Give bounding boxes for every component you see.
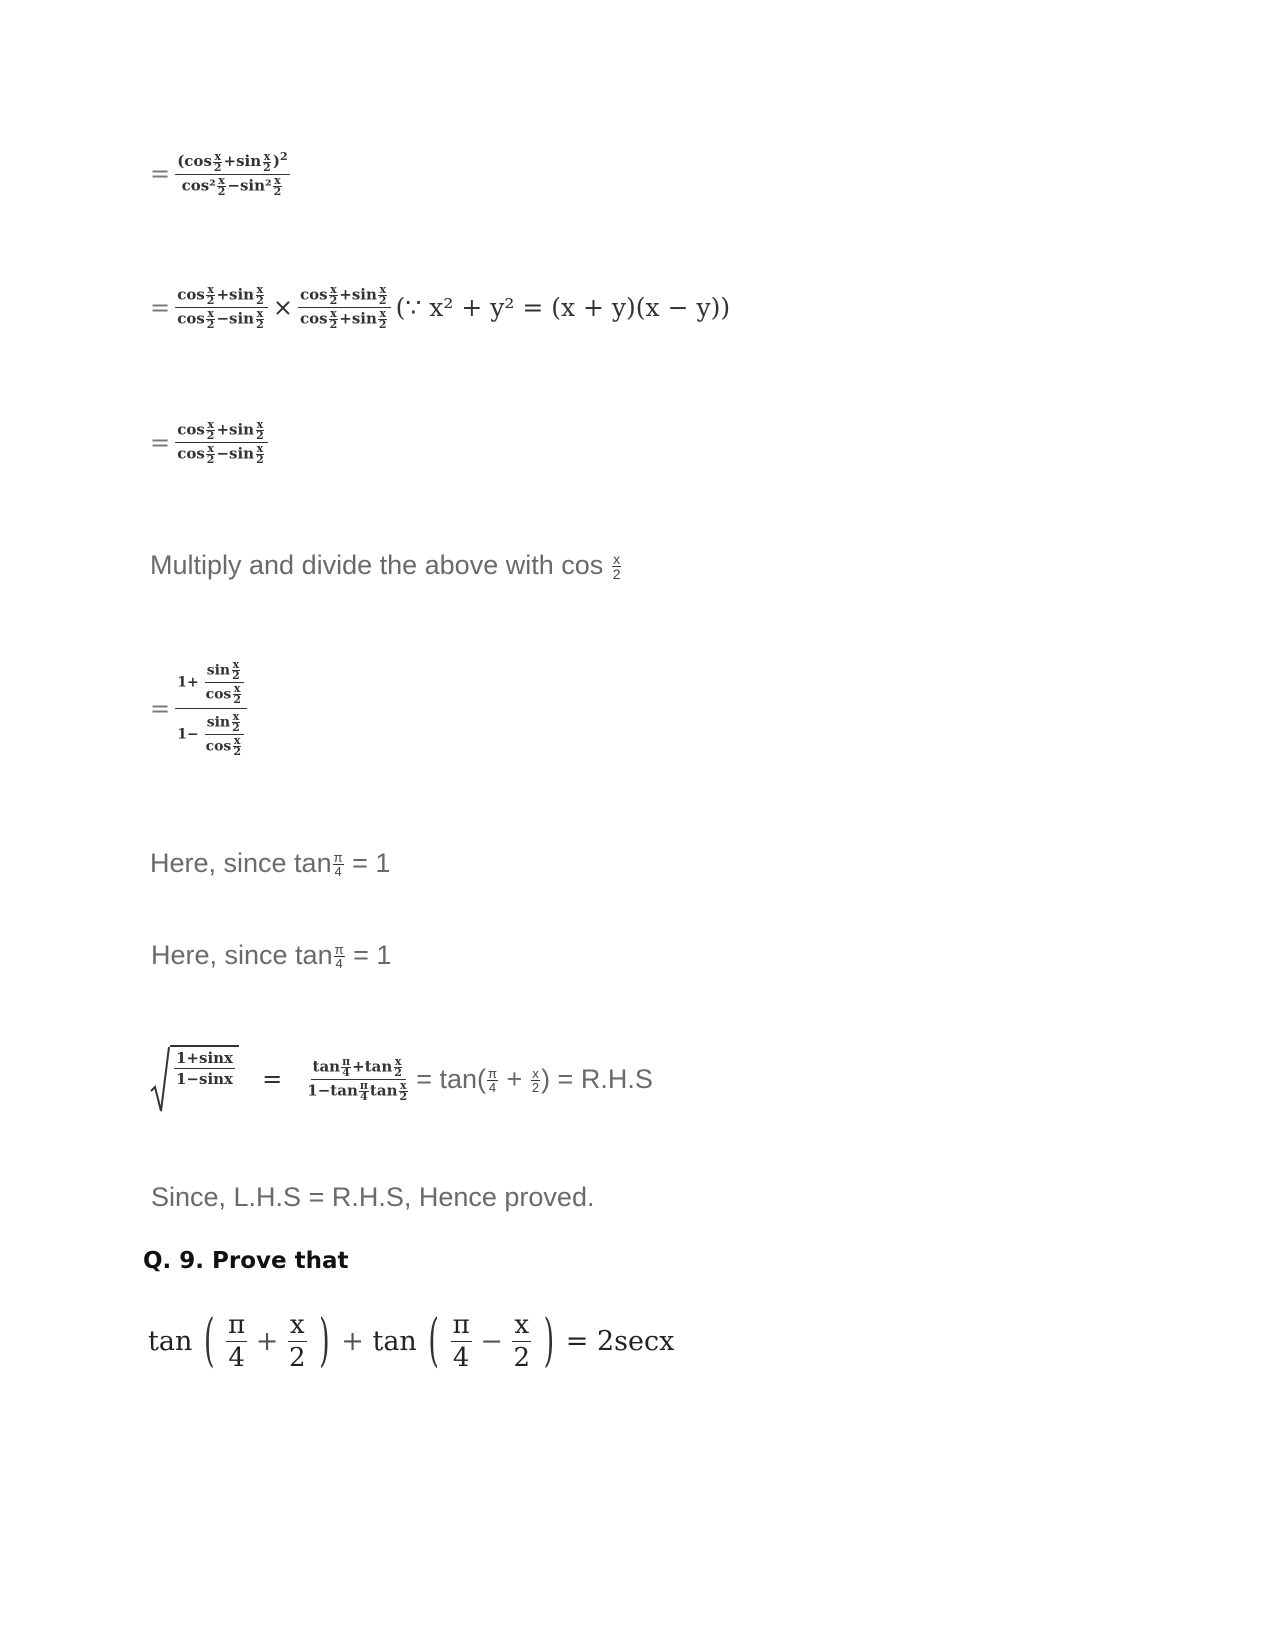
tan-pi-note-1: Here, since tan $\frac{\pi}{4}$ = 1 xyxy=(150,848,391,880)
equation-step-4 xyxy=(150,660,247,757)
times-sign: × xyxy=(272,293,293,322)
tan-pi-note-2: Here, since tan $\frac{\pi}{4}$ = 1 xyxy=(151,940,392,972)
note-label: Here, since tan xyxy=(150,848,332,878)
tan-label: tan xyxy=(148,1326,193,1357)
fraction: cos $\frac{x}{2}$ +sin $\frac{x}{2}$ cos $\frac{x}{2}$ −sin $\frac{x}{2}$ xyxy=(175,420,268,465)
equation-step-1 xyxy=(150,150,290,197)
note-tail: = 1 xyxy=(352,848,391,878)
compound-fraction: 1+ sin $\frac{x}{2}$ cos $\frac{x}{2}$ 1− sin $\frac{x}{2}$ cos $\frac{x}{2}$ xyxy=(175,660,247,757)
final-equation xyxy=(150,1045,653,1113)
x-over-2: $\frac{x}{2}$ xyxy=(612,551,621,583)
fraction-right: cos $\frac{x}{2}$ +sin $\frac{x}{2}$ cos $\frac{x}{2}$ +sin $\frac{x}{2}$ xyxy=(298,285,391,330)
question-heading: Q. 9. Prove that xyxy=(143,1248,349,1274)
equation-step-2 xyxy=(150,285,730,330)
identity-note: (∵ x² + y² = (x + y)(x − y)) xyxy=(395,293,731,322)
tan-label: tan xyxy=(372,1326,417,1357)
equals-sign: = xyxy=(150,159,171,188)
instruction-text xyxy=(150,550,623,581)
rhs-expression: = tan( $\frac{\pi}{4}$ + $\frac{x}{2}$ ) = R.H.S xyxy=(416,1063,653,1095)
note-label: Here, since tan xyxy=(151,940,333,970)
equals-sign: = xyxy=(150,293,171,322)
identity-rhs: = 2secx xyxy=(565,1326,675,1357)
equals-sign: = xyxy=(150,428,171,457)
conclusion-text: Since, L.H.S = R.H.S, Hence proved. xyxy=(151,1182,595,1212)
sqrt-icon xyxy=(150,1045,170,1113)
identity-equation: tan ( $\frac{\pi}{4}$ + $\frac{x}{2}$ ) + tan ( $\frac{\pi}{4}$ − $\frac{x}{2}$ ) = 2secx xyxy=(148,1308,675,1375)
note-tail: = 1 xyxy=(353,940,392,970)
fraction: (cos $\frac{x}{2}$ +sin $\frac{x}{2}$ )$^2$ cos² $\frac{x}{2}$ −sin² $\frac{x}{2}$ xyxy=(177,149,288,198)
tan-sum-fraction: tan $\frac{\pi}{4}$ +tan $\frac{x}{2}$ 1−tan $\frac{\pi}{4}$ tan $\frac{x}{2}$ xyxy=(307,1054,408,1103)
instruction-label: Multiply and divide the above with cos xyxy=(150,550,604,580)
radical: $\frac{1+\sin x}{1-\sin x}$ xyxy=(150,1045,239,1113)
equals-sign: = xyxy=(150,694,171,723)
equals-sign: = xyxy=(262,1065,283,1093)
fraction-left: cos $\frac{x}{2}$ +sin $\frac{x}{2}$ cos $\frac{x}{2}$ −sin $\frac{x}{2}$ xyxy=(175,285,268,330)
equation-step-3 xyxy=(150,420,268,465)
